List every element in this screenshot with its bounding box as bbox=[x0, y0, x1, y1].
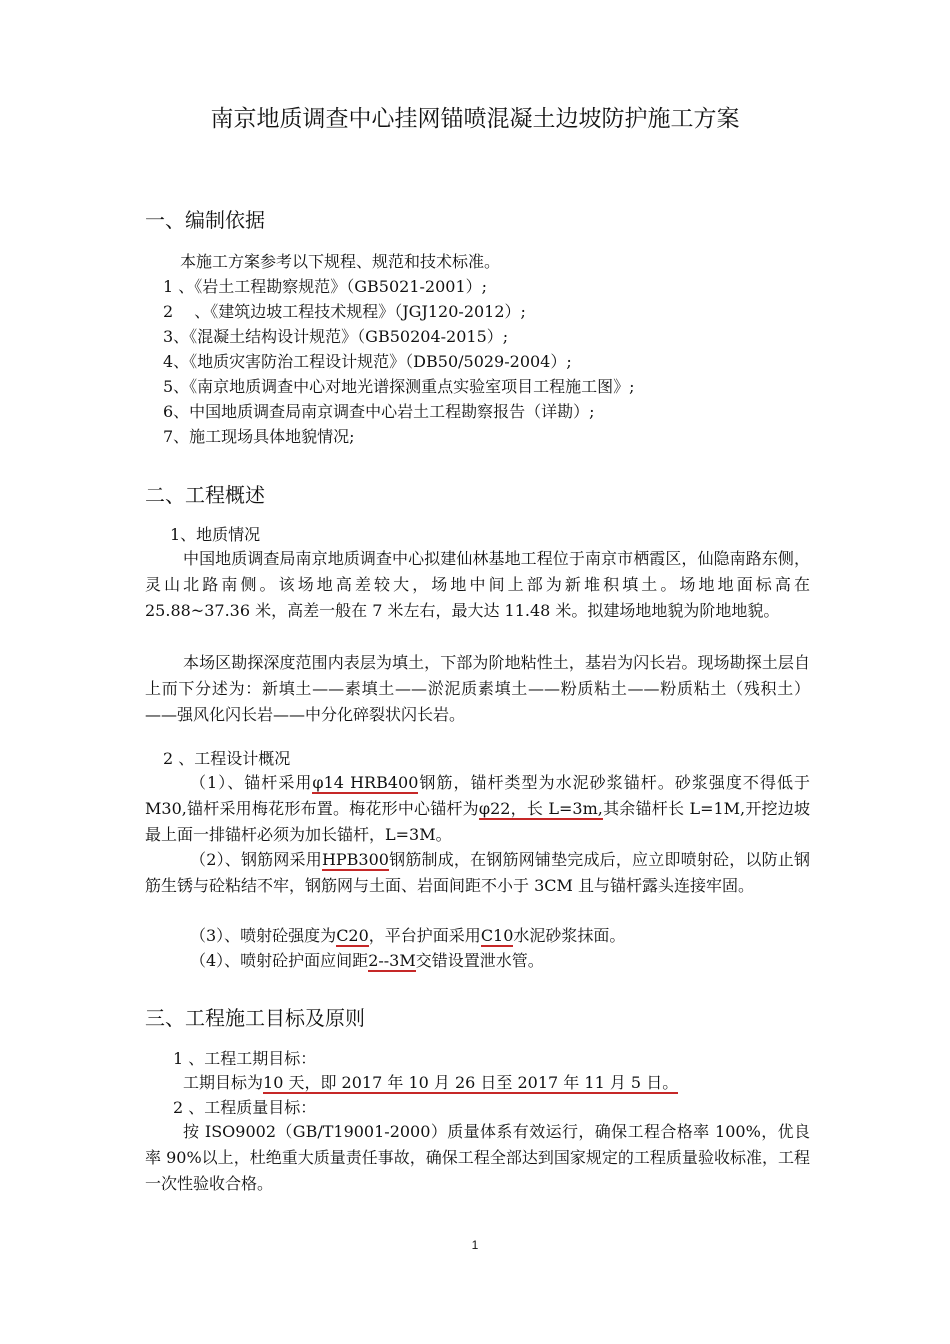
paragraph-drainage: （4）、喷射砼护面应间距2--3M交错设置泄水管。 bbox=[190, 951, 544, 970]
page-number: 1 bbox=[471, 1238, 479, 1252]
underlined-spec: φ22，长 L=3m, bbox=[478, 799, 603, 818]
reference-item: 5、《南京地质调查中心对地光谱探测重点实验室项目工程施工图》; bbox=[163, 377, 635, 396]
subsection-heading: 2 、工程设计概况 bbox=[163, 749, 291, 768]
underlined-spec: C20 bbox=[336, 926, 369, 945]
paragraph-mesh: （2）、钢筋网采用HPB300钢筋制成，在钢筋网铺垫完成后，应立即喷射砼，以防止钢筋生锈与砼粘结不牢，钢筋网与土面、岩面间距不小于 3CM 且与锚杆露头连接牢固。 bbox=[145, 850, 810, 895]
paragraph-schedule: 工期目标为10 天，即 2017 年 10 月 26 日至 2017 年 11 月 5 日。 bbox=[183, 1073, 679, 1092]
section-heading-2: 二、工程概述 bbox=[145, 483, 265, 507]
paragraph-shotcrete: （3）、喷射砼强度为C20，平台护面采用C10水泥砂浆抹面。 bbox=[190, 926, 626, 945]
section1-intro: 本施工方案参考以下规程、规范和技术标准。 bbox=[180, 252, 501, 271]
reference-item: 3、《混凝土结构设计规范》（GB50204-2015）; bbox=[163, 327, 509, 346]
paragraph-strata: 本场区勘探深度范围内表层为填土，下部为阶地粘性土，基岩为闪长岩。现场勘探土层自上而下分述为：新填土——素填土——淤泥质素填土——粉质粘土——粉质粘土（残积土）——强风化闪长岩——中分化碎裂状闪长岩。 bbox=[145, 653, 810, 724]
reference-item: 7、施工现场具体地貌情况; bbox=[163, 427, 355, 446]
paragraph-geology: 中国地质调查局南京地质调查中心拟建仙林基地工程位于南京市栖霞区，仙隐南路东侧，灵山北路南侧。该场地高差较大，场地中间上部为新堆积填土。场地地面标高在 25.88~37.36 米，高差一般在 7 米左右，最大达 11.48 米。拟建场地地貌为阶地地貌。 bbox=[145, 549, 810, 620]
document-title: 南京地质调查中心挂网锚喷混凝土边坡防护施工方案 bbox=[210, 106, 740, 132]
reference-item: 1 、《岩土工程勘察规范》（GB5021-2001）; bbox=[163, 277, 488, 296]
subsection-heading: 1 、工程工期目标： bbox=[173, 1049, 317, 1068]
reference-item: 2 、《建筑边坡工程技术规程》（JGJ120-2012）; bbox=[163, 302, 526, 321]
subsection-heading: 2 、工程质量目标： bbox=[173, 1098, 317, 1117]
section-heading-3: 三、工程施工目标及原则 bbox=[145, 1006, 365, 1030]
underlined-spec: φ14 HRB400 bbox=[312, 773, 419, 792]
underlined-spec: C10 bbox=[480, 926, 514, 945]
underlined-spec: HPB300 bbox=[321, 850, 389, 869]
underlined-schedule: 10 天，即 2017 年 10 月 26 日至 2017 年 11 月 5 日。 bbox=[263, 1073, 679, 1092]
underlined-spec: 2--3M bbox=[368, 951, 416, 970]
paragraph-anchor: （1）、锚杆采用φ14 HRB400钢筋，锚杆类型为水泥砂浆锚杆。砂浆强度不得低于 M30,锚杆采用梅花形布置。梅花形中心锚杆为φ22，长 L=3m,其余锚杆长 L=1M,开挖边坡最上面一排锚杆必须为加长锚杆，L=3M。 bbox=[145, 773, 810, 844]
paragraph-quality: 按 ISO9002（GB/T19001-2000）质量体系有效运行，确保工程合格率 100%，优良率 90%以上，杜绝重大质量责任事故，确保工程全部达到国家规定的工程质量验收标准，工程一次性验收合格。 bbox=[145, 1122, 810, 1193]
section-heading-1: 一、编制依据 bbox=[145, 208, 265, 232]
subsection-heading: 1、地质情况 bbox=[170, 525, 261, 544]
reference-item: 6、中国地质调查局南京调查中心岩土工程勘察报告（详勘）; bbox=[163, 402, 595, 421]
reference-item: 4、《地质灾害防治工程设计规范》（DB50/5029-2004）; bbox=[163, 352, 572, 371]
